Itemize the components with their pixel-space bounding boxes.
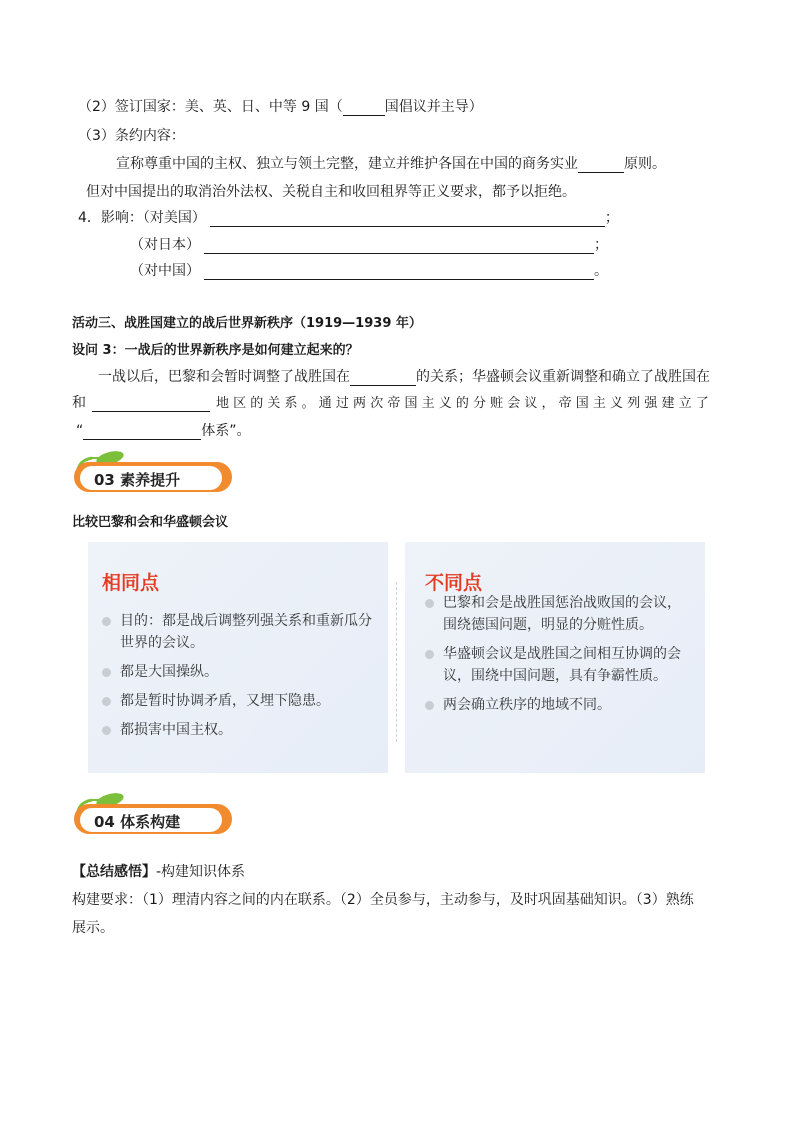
bullet-icon — [102, 697, 111, 706]
bullet-icon — [425, 650, 434, 659]
bullet-icon — [102, 726, 111, 735]
activity3-line-3: “ 体系”。 — [76, 423, 251, 439]
bullet-icon — [102, 617, 111, 626]
section-03-title: 03 素养提升 — [94, 471, 181, 489]
diff-points-card — [405, 542, 705, 773]
activity3-title: 活动三、战胜国建立的战后世界新秩序（1919—1939 年） — [72, 316, 422, 331]
activity3-line-1: 一战以后，巴黎和会暂时调整了战胜国在 的关系；华盛顿会议重新调整和确立了战胜国在 — [98, 369, 710, 385]
activity3-line-2: 和 地 区 的 关 系 。 通 过 两 次 帝 国 主 义 的 分 赃 会 议 ， 帝 国 主 义 列 强 建 立 了 — [72, 395, 709, 411]
summary-heading: 【总结感悟】-构建知识体系 — [72, 864, 246, 880]
requirement-line-2: 展示。 — [72, 920, 114, 936]
content-heading: （3）条约内容： — [78, 128, 185, 144]
impact-china-line: （对中国） 。 — [130, 263, 608, 279]
section-03-subtitle: 比较巴黎和会和华盛顿会议 — [72, 515, 229, 530]
blank-impact-china[interactable] — [204, 265, 594, 280]
same-point-item: 目的：都是战后调整列强关系和重新瓜分世界的会议。 — [102, 610, 374, 654]
bullet-icon — [425, 599, 434, 608]
content-line-2: 但对中国提出的取消治外法权、关税自主和收回租界等正义要求，都予以拒绝。 — [86, 184, 576, 200]
diff-points-title: 不同点 — [425, 572, 483, 594]
section-04-title: 04 体系构建 — [94, 813, 181, 831]
same-point-item: 都损害中国主权。 — [102, 719, 374, 741]
diff-points-list — [425, 592, 685, 723]
diff-point-item: 两会确立秩序的地域不同。 — [425, 694, 685, 716]
bullet-icon — [102, 668, 111, 677]
same-point-item: 都是大国操纵。 — [102, 661, 374, 683]
blank-impact-usa[interactable] — [210, 212, 605, 227]
activity3-question: 设问 3：一战后的世界新秩序是如何建立起来的？ — [72, 343, 359, 358]
bullet-icon — [425, 701, 434, 710]
section-04-badge — [70, 792, 240, 842]
card-divider — [396, 582, 397, 742]
impact-japan-line: （对日本） ； — [130, 237, 608, 253]
section-03-badge — [70, 450, 240, 500]
same-points-list — [102, 610, 374, 748]
same-points-title: 相同点 — [102, 572, 160, 594]
blank-principle[interactable] — [578, 158, 624, 173]
signatories-line: （2）签订国家：美、英、日、中等 9 国（ 国倡议并主导） — [78, 99, 483, 115]
blank-region[interactable] — [92, 397, 210, 412]
same-points-card — [88, 542, 388, 773]
blank-signatory[interactable] — [343, 101, 385, 116]
diff-point-item: 巴黎和会是战胜国惩治战败国的会议，围绕德国问题，明显的分赃性质。 — [425, 592, 685, 636]
diff-point-item: 华盛顿会议是战胜国之间相互协调的会议，围绕中国问题，具有争霸性质。 — [425, 643, 685, 687]
blank-system[interactable] — [83, 425, 201, 440]
same-point-item: 都是暂时协调矛盾，又埋下隐患。 — [102, 690, 374, 712]
requirement-line-1: 构建要求：（1）理清内容之间的内在联系。（2）全员参与，主动参与，及时巩固基础知识。（3）熟练 — [72, 892, 694, 908]
impact-usa-line: 4．影响：（对美国） ； — [78, 210, 619, 226]
blank-paris[interactable] — [350, 371, 416, 386]
content-line-1: 宣称尊重中国的主权、独立与领土完整，建立并维护各国在中国的商务实业 原则。 — [116, 156, 666, 172]
blank-impact-japan[interactable] — [204, 239, 594, 254]
